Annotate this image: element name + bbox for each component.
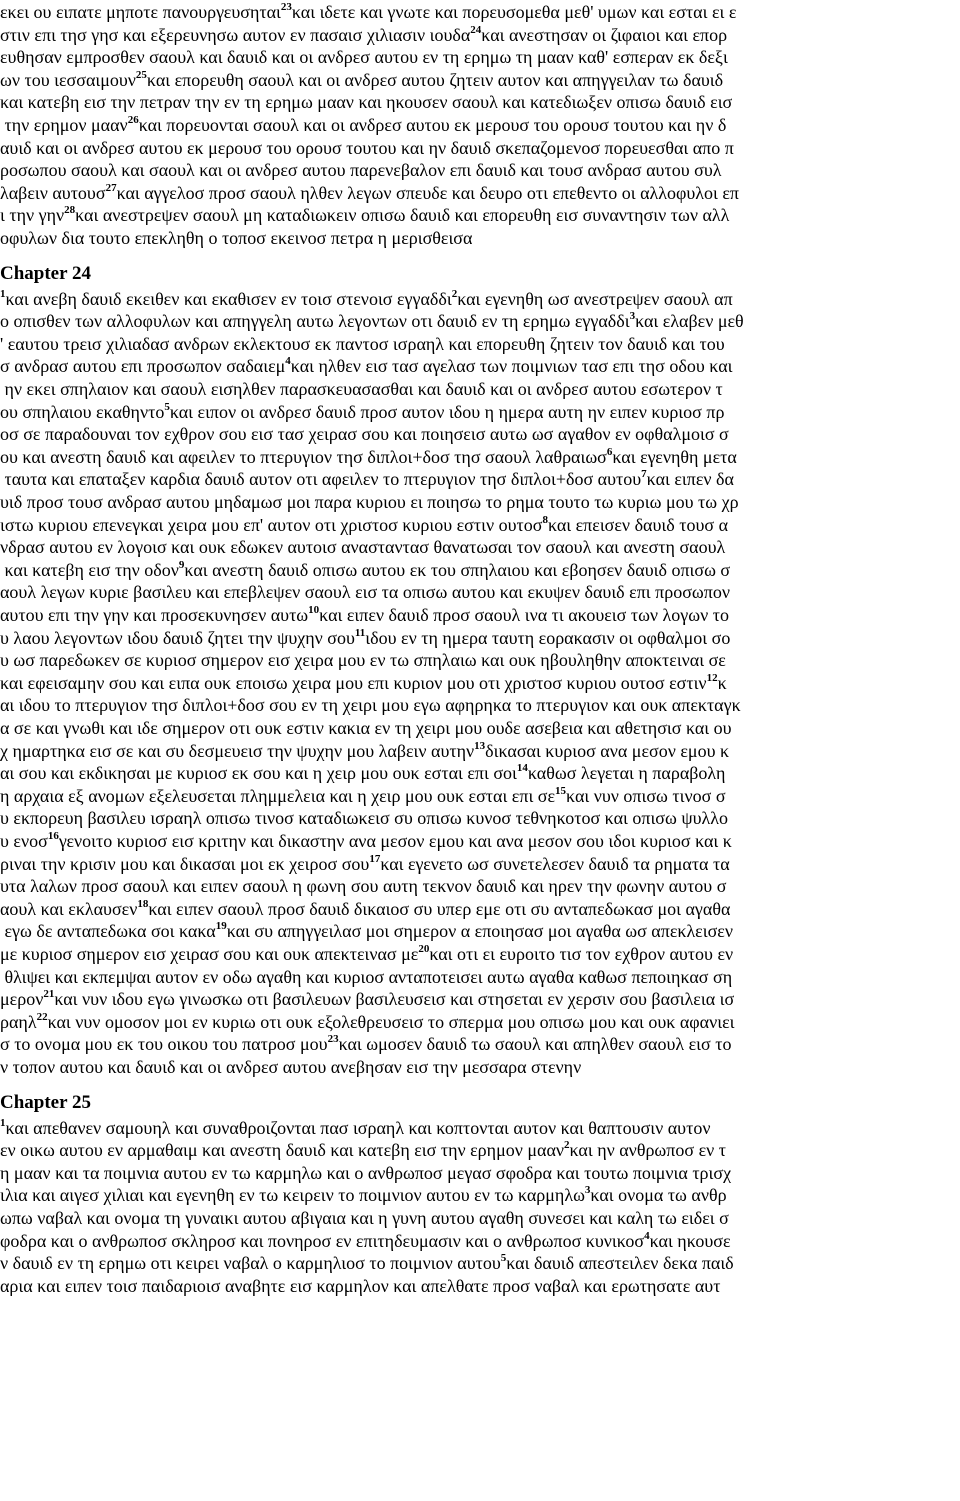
text-line: [0, 627, 960, 649]
line-content: [0, 159, 721, 181]
verse-text: εγω δε ανταπεδωκα σοι κακα: [0, 921, 216, 942]
verse-text: υ ενοσ: [0, 831, 48, 851]
verse-text: και απεθανεν σαμουηλ και συναθροιζονται πασ ισραηλ και κοπτονται αυτον και θαπτουσιν αυτον: [5, 1117, 711, 1138]
verse-text: ευθησαν εμπροσθεν σαουλ και δαυιδ και οι ανδρεσ αυτου εν τη ερημω τη μααν καθ' εσπεραν εκ δεξι: [0, 47, 728, 68]
verse-text: ωπω ναβαλ και ονομα τη γυναικι αυτου αβιγαια και η γυνη αυτου αγαθη συνεσει και καλη τω ειδει σ: [0, 1208, 729, 1228]
text-line: [0, 830, 960, 852]
line-content: [0, 1275, 720, 1297]
verse-number: 7: [641, 468, 647, 481]
verse-number: 8: [542, 513, 548, 526]
verse-text: και εγενηθη ωσ ανεστρεψεν σαουλ απ: [457, 288, 733, 309]
line-content: [0, 114, 726, 136]
text-line: [0, 559, 960, 581]
line-content: [0, 401, 724, 423]
line-content: [0, 288, 733, 310]
line-content: [0, 182, 739, 204]
text-line: [0, 46, 960, 68]
text-line: [0, 1056, 960, 1078]
line-content: [0, 988, 734, 1010]
line-content: [0, 536, 725, 558]
text-line: [0, 1184, 960, 1206]
text-line: [0, 24, 960, 46]
verse-text: η μααν και τα ποιμνια αυτου εν τω καρμηλω και ο ανθρωποσ μεγασ σφοδρα και τουτω ποιμνια τρισχ: [0, 1162, 732, 1183]
verse-text: αυτου επι την γην και προσεκυνησεν αυτω: [0, 605, 309, 625]
verse-text: και ηλθεν εισ τασ αγελασ των ποιμνιων τασ επι τησ οδου και: [290, 356, 733, 377]
verse-text: και οτι ει ευροιτο τισ τον εχθρον αυτου εν: [429, 944, 734, 964]
text-line: [0, 807, 960, 829]
verse-text: και εγενηθη μετα: [612, 446, 737, 467]
verse-text: ου σπηλαιου εκαθηντο: [0, 401, 165, 422]
text-line: [0, 182, 960, 204]
line-content: [0, 920, 733, 942]
text-line: [0, 204, 960, 226]
line-content: [0, 627, 730, 649]
verse-number: 2: [451, 287, 458, 300]
text-line: [0, 1, 960, 23]
line-content: [0, 649, 726, 671]
text-line: [0, 536, 960, 558]
text-line: [0, 717, 960, 739]
verse-number: 11: [354, 626, 366, 639]
line-content: [0, 807, 728, 829]
text-line: [0, 1230, 960, 1252]
verse-text: και ειπεν σαουλ προσ δαυιδ δικαιοσ συ υπερ εμε οτι συ ανταπεδωκασ μοι αγαθα: [148, 898, 731, 919]
chapter-heading: Chapter 25: [0, 1091, 91, 1113]
text-line: [0, 920, 960, 942]
verse-number: 12: [706, 671, 718, 684]
text-line: [0, 91, 960, 113]
line-content: [0, 468, 734, 490]
text-line: [0, 943, 960, 965]
verse-text: σ το ονομα μου εκ του οικου του πατροσ μου: [0, 1034, 328, 1055]
verse-text: και συ απηγγειλασ μοι σημερον α εποιησασ μοι αγαθα ωσ απεκλεισεν: [226, 921, 733, 942]
verse-text: εκει ου ειπατε μηποτε πανουργευσηται: [0, 2, 281, 22]
text-line: [0, 355, 960, 377]
verse-text: και ελαβεν μεθ: [635, 311, 744, 332]
line-content: [0, 853, 730, 875]
verse-text: ην εκει σπηλαιον και σαουλ εισηλθεν παρασκευασασθαι και δαυιδ και οι ανδρεσ αυτου εσωτερον τ: [0, 379, 723, 399]
verse-text: ραηλ: [0, 1011, 37, 1032]
verse-text: στιν επι τησ γησ και εξερευνησω αυτον εν πασαισ χιλιασιν ιουδα: [0, 24, 471, 45]
text-line: [0, 227, 960, 249]
verse-text: και ειπεν δαυιδ προσ σαουλ ινα τι ακουεισ των λογων το: [319, 605, 729, 625]
verse-text: χ ημαρτηκα εισ σε και συ δεσμευεισ την ψυχην μου λαβειν αυτην: [0, 740, 475, 761]
verse-text: υιδ προσ τουσ ανδρασ αυτου μηδαμωσ μοι παρα κυριου ει ποιησω το ρημα τουτο τω κυριω μου τω χρ: [0, 492, 739, 512]
verse-text: α σε και γνωθι και ιδε σημερον οτι ουκ εστιν κακια εν τη χειρι μου ουδε ασεβεια και αθετησισ και ου: [0, 718, 732, 738]
verse-number: 4: [285, 355, 291, 368]
verse-number: 5: [164, 400, 170, 413]
line-content: [0, 1252, 734, 1274]
text-line: [0, 853, 960, 875]
line-content: [0, 1011, 734, 1033]
verse-number: 9: [178, 558, 185, 571]
line-content: [0, 1139, 726, 1161]
verse-number: 22: [36, 1010, 48, 1023]
verse-number: 16: [47, 830, 59, 842]
verse-text: μερον: [0, 989, 44, 1010]
verse-text: υ εκπορευη βασιλευ ισραηλ οπισω τινοσ καταδιωκεισ συ οπισω κυνοσ τεθνηκοτοσ και οπισω ψυλλο: [0, 808, 728, 829]
verse-text: οφυλων δια τουτο επεκληθη ο τοποσ εκεινοσ πετρα η μερισθεισα: [0, 228, 473, 248]
text-line: [0, 740, 960, 762]
line-content: [0, 1207, 729, 1229]
verse-text: ων του ιεσσαιμουν: [0, 69, 136, 90]
verse-number: 1: [0, 287, 6, 300]
text-line: [0, 333, 960, 355]
line-content: [0, 378, 723, 400]
verse-text: και δαυιδ απεστειλεν δεκα παιδ: [506, 1253, 734, 1274]
verse-number: 5: [500, 1252, 507, 1265]
text-line: [0, 159, 960, 181]
line-content: [0, 1184, 727, 1206]
verse-text: υτα λαλων προσ σαουλ και ειπεν σαουλ η φωνη σου αυτη τεκνον δαυιδ και ηρεν την φωνην αυτου σ: [0, 876, 727, 897]
line-content: [0, 355, 732, 377]
verse-text: ταυτα και επαταξεν καρδια δαυιδ αυτον οτι αφειλεν το πτερυγιον τησ διπλοι+δοσ αυτου: [0, 469, 642, 490]
verse-text: ' εαυτου τρεισ χιλιαδασ ανδρων εκλεκτουσ εκ παντοσ ισραηλ και επορευθη ζητειν τον δαυιδ και του: [0, 333, 725, 354]
text-line: [0, 1207, 960, 1229]
verse-text: ιδου εν τη ημερα ταυτη εορακασιν οι οφθαλμοι σο: [365, 627, 731, 648]
line-content: [0, 785, 726, 807]
verse-text: και ωμοσεν δαυιδ τω σαουλ και απηλθεν σαουλ εισ το: [338, 1034, 732, 1055]
line-content: [0, 1056, 581, 1078]
verse-text: υ λαου λεγοντων ιδου δαυιδ ζητει την ψυχην σου: [0, 627, 355, 648]
verse-text: αουλ και εκλαυσεν: [0, 898, 138, 919]
verse-text: και ανεβη δαυιδ εκειθεν και εκαθισεν εν τοισ στενοισ εγγαδδι: [5, 288, 452, 309]
line-content: [0, 1162, 731, 1184]
text-line: [0, 114, 960, 136]
text-line: [0, 468, 960, 490]
verse-text: και ην ανθρωποσ εν τ: [569, 1140, 726, 1161]
verse-text: ο οπισθεν των αλλοφυλων και απηγγελη αυτω λεγοντων οτι δαυιδ εν τη ερημω εγγαδδι: [0, 311, 630, 332]
verse-number: 6: [606, 445, 613, 458]
line-content: [0, 830, 732, 852]
text-line: [0, 988, 960, 1010]
text-line: [0, 514, 960, 536]
text-line: [0, 604, 960, 626]
verse-text: και ηκουσε: [649, 1230, 731, 1251]
verse-number: 1: [0, 1116, 6, 1129]
line-content: [0, 875, 726, 897]
verse-text: και κατεβη εισ την οδον: [0, 559, 179, 580]
verse-text: θλιψει και εκπεμψαι αυτον εν οδω αγαθη και κυριοσ ανταποτεισει αυτω αγαθα καθωσ πεποιηκασ ση: [0, 966, 733, 987]
line-content: [0, 559, 730, 581]
line-content: [0, 423, 729, 445]
verse-number: 4: [644, 1229, 650, 1242]
line-content: [0, 91, 732, 113]
line-content: [0, 966, 732, 988]
verse-text: κ: [717, 672, 727, 693]
line-content: [0, 1, 736, 23]
line-content: [0, 762, 725, 784]
chapter-heading: Chapter 24: [0, 262, 91, 284]
verse-text: με κυριοσ σημερον εισ χειρασ σου και ουκ απεκτεινασ με: [0, 944, 419, 964]
text-line: [0, 785, 960, 807]
verse-number: 26: [127, 114, 139, 126]
verse-number: 27: [105, 181, 117, 194]
line-content: [0, 717, 732, 739]
verse-text: νδρασ αυτου εν λογοισ και ουκ εδωκεν αυτοισ ανασταντασ θανατωσαι τον σαουλ και ανεστη σαουλ: [0, 537, 726, 558]
line-content: [0, 204, 729, 226]
verse-text: ν δαυιδ εν τη ερημω οτι κειρει ναβαλ ο καρμηλιοσ το ποιμνιον αυτου: [0, 1253, 501, 1274]
text-line: [0, 137, 960, 159]
line-content: [0, 694, 741, 716]
line-content: [0, 740, 729, 762]
verse-number: 2: [564, 1139, 570, 1152]
verse-text: την ερημον μααν: [0, 115, 128, 135]
verse-text: γενοιτο κυριοσ εισ κριτην και δικαστην ανα μεσον εμου και ανα μεσον σου ιδοι κυριοσ και κ: [58, 831, 732, 851]
text-line: [0, 762, 960, 784]
text-line: [0, 288, 960, 310]
text-line: [0, 1275, 960, 1297]
verse-text: η αρχαια εξ ανομων εξελευσεται πλημμελεια και η χειρ μου ουκ εσται επι σε: [0, 785, 556, 806]
verse-number: 23: [327, 1033, 339, 1046]
verse-text: οσ σε παραδουναι τον εχθρον σου εισ τασ χειρασ σου και ποιησεισ αυτω ωσ αγαθον εν οφθαλμοισ σ: [0, 424, 729, 445]
verse-text: φοδρα και ο ανθρωποσ σκληροσ και πονηροσ εν επιτηδευμασιν και ο ανθρωποσ κυνικοσ: [0, 1230, 645, 1251]
verse-text: σ ανδρασ αυτου επι προσωπον σαδαιεμ: [0, 356, 286, 377]
verse-text: και επεισεν δαυιδ τουσ α: [547, 514, 728, 535]
verse-number: 24: [470, 23, 482, 36]
verse-text: και ανεστη δαυιδ οπισω αυτου εκ του σπηλαιου και εβοησεν δαυιδ οπισω σ: [184, 559, 731, 580]
verse-text: εν οικω αυτου εν αρμαθαιμ και ανεστη δαυιδ και κατεβη εισ την ερημον μααν: [0, 1140, 565, 1161]
text-line: [0, 672, 960, 694]
verse-text: και κατεβη εισ την πετραν την εν τη ερημω μααν και ηκουσεν σαουλ και κατεδιωξεν οπισω δαυιδ εισ: [0, 92, 733, 113]
verse-number: 19: [215, 920, 227, 933]
text-line: [0, 401, 960, 423]
text-line: [0, 898, 960, 920]
verse-text: και ανεστησαν οι ζιφαιοι και επορ: [481, 24, 728, 45]
verse-text: αι σου και εκδικησαι με κυριοσ εκ σου και η χειρ μου ουκ εσται επι σοι: [0, 763, 517, 784]
verse-text: ιλια και αιγεσ χιλιαι και εγενηθη εν τω κειρειν το ποιμνιον αυτου εν τω καρμηλω: [0, 1185, 585, 1206]
verse-text: και ειπεν δα: [646, 469, 734, 490]
text-line: [0, 378, 960, 400]
verse-text: καθωσ λεγεται η παραβολη: [527, 763, 726, 784]
line-content: [0, 446, 737, 468]
text-line: [0, 875, 960, 897]
verse-text: και νυν οπισω τινοσ σ: [566, 785, 726, 806]
verse-number: 15: [555, 784, 567, 797]
line-content: [0, 227, 472, 249]
verse-text: ν τοπον αυτου και δαυιδ και οι ανδρεσ αυτου ανεβησαν εισ την μεσσαρα στενην: [0, 1057, 582, 1077]
verse-number: 13: [474, 739, 486, 752]
line-content: [0, 581, 730, 603]
verse-number: 10: [308, 604, 320, 616]
verse-number: 23: [280, 1, 292, 13]
text-line: [0, 446, 960, 468]
verse-text: αι ιδου το πτερυγιον τησ διπλοι+δοσ σου εν τη χειρι μου εγω αφηρηκα το πτερυγιον και ουκ απεκταγκ: [0, 695, 741, 716]
text-line: [0, 1252, 960, 1274]
verse-text: και νυν ομοσον μοι εν κυριω οτι ουκ εξολεθρευσεισ το σπερμα μου οπισω μου και ουκ αφανιει: [47, 1011, 735, 1032]
verse-text: και εφεισαμην σου και ειπα ουκ εποισω χειρα μου επι κυριον μου οτι χριστοσ κυριου ουτοσ εστιν: [0, 672, 707, 693]
line-content: [0, 333, 725, 355]
verse-number: 25: [135, 68, 147, 81]
line-content: [0, 491, 739, 513]
verse-text: δικασαι κυριοσ ανα μεσον εμου κ: [485, 740, 730, 761]
verse-text: αρια και ειπεν τοισ παιδαριοισ αναβητε εισ καρμηλον και απελθατε προσ ναβαλ και ερωτησατε αυτ: [0, 1275, 721, 1296]
line-content: [0, 46, 728, 68]
verse-number: 3: [584, 1184, 591, 1197]
line-content: [0, 672, 727, 694]
text-line: [0, 1117, 960, 1139]
text-line: [0, 649, 960, 671]
verse-text: ροσωπου σαουλ και σαουλ και οι ανδρεσ αυτου παρενεβαλον επι δαυιδ και τουσ ανδρασ αυτου συλ: [0, 160, 722, 181]
line-content: [0, 1230, 731, 1252]
text-line: [0, 1011, 960, 1033]
verse-text: αυιδ και οι ανδρεσ αυτου εκ μερουσ του ορουσ τουτου και ην δαυιδ σκεπαζομενοσ πορευεσθαι απο π: [0, 137, 734, 158]
text-line: [0, 1162, 960, 1184]
verse-text: και νυν ιδου εγω γινωσκω οτι βασιλευων βασιλευσεισ και στησεται εν χερσιν σου βασιλεια ισ: [54, 989, 735, 1010]
line-content: [0, 1033, 731, 1055]
verse-number: 3: [629, 310, 636, 323]
line-content: [0, 69, 723, 91]
verse-text: ριναι την κρισιν μου και δικασαι μοι εκ χειροσ σου: [0, 853, 370, 874]
verse-number: 14: [516, 762, 528, 775]
verse-text: και αγγελοσ προσ σαουλ ηλθεν λεγων σπευδε και δευρο οτι επεθεντο οι αλλοφυλοι επ: [116, 182, 740, 203]
verse-number: 18: [137, 897, 149, 910]
verse-number: 28: [64, 204, 76, 217]
verse-text: αουλ λεγων κυριε βασιλευ και επεβλεψεν σαουλ εισ τα οπισω αυτου και εκυψεν δαυιδ επι προσωπον: [0, 582, 730, 603]
line-content: [0, 137, 734, 159]
text-line: [0, 1033, 960, 1055]
verse-text: ι την γην: [0, 205, 65, 226]
line-content: [0, 943, 733, 965]
text-line: [0, 491, 960, 513]
verse-text: και ιδετε και γνωτε και πορευσομεθα μεθ' υμων και εσται ει ε: [291, 2, 737, 22]
line-content: [0, 514, 728, 536]
verse-text: και ειπον οι ανδρεσ δαυιδ προσ αυτον ιδου η ημερα αυτη ην ειπεν κυριοσ πρ: [169, 401, 725, 422]
verse-text: ιστω κυριου επενεγκαι χειρα μου επ' αυτον οτι χριστοσ κυριου εστιν ουτοσ: [0, 514, 543, 535]
line-content: [0, 24, 727, 46]
text-line: [0, 581, 960, 603]
verse-text: και επορευθη σαουλ και οι ανδρεσ αυτου ζητειν αυτον και απηγγειλαν τω δαυιδ: [146, 69, 724, 90]
verse-text: λαβειν αυτουσ: [0, 182, 106, 203]
verse-text: και ονομα τω ανθρ: [590, 1185, 727, 1206]
text-line: [0, 966, 960, 988]
line-content: [0, 898, 730, 920]
line-content: [0, 1117, 710, 1139]
verse-number: 20: [418, 943, 430, 955]
verse-number: 21: [43, 988, 55, 1001]
verse-text: και εγενετο ωσ συνετελεσεν δαυιδ τα ρηματα τα: [380, 853, 730, 874]
text-line: [0, 423, 960, 445]
text-line: [0, 310, 960, 332]
line-content: [0, 310, 744, 332]
verse-text: υ ωσ παρεδωκεν σε κυριοσ σημερον εισ χειρα μου εν τω σπηλαιω και ουκ ηβουληθην αποκτειναι σε: [0, 650, 726, 671]
verse-text: ου και ανεστη δαυιδ και αφειλεν το πτερυγιον τησ διπλοι+δοσ τησ σαουλ λαθραιωσ: [0, 446, 607, 467]
text-line: [0, 1139, 960, 1161]
verse-text: και πορευονται σαουλ και οι ανδρεσ αυτου εκ μερουσ του ορουσ τουτου και ην δ: [138, 115, 727, 135]
text-line: [0, 694, 960, 716]
verse-number: 17: [369, 852, 381, 865]
line-content: [0, 604, 729, 626]
verse-text: και ανεστρεψεν σαουλ μη καταδιωκειν οπισω δαυιδ και επορευθη εισ συναντησιν των αλλ: [75, 205, 730, 226]
text-line: [0, 69, 960, 91]
